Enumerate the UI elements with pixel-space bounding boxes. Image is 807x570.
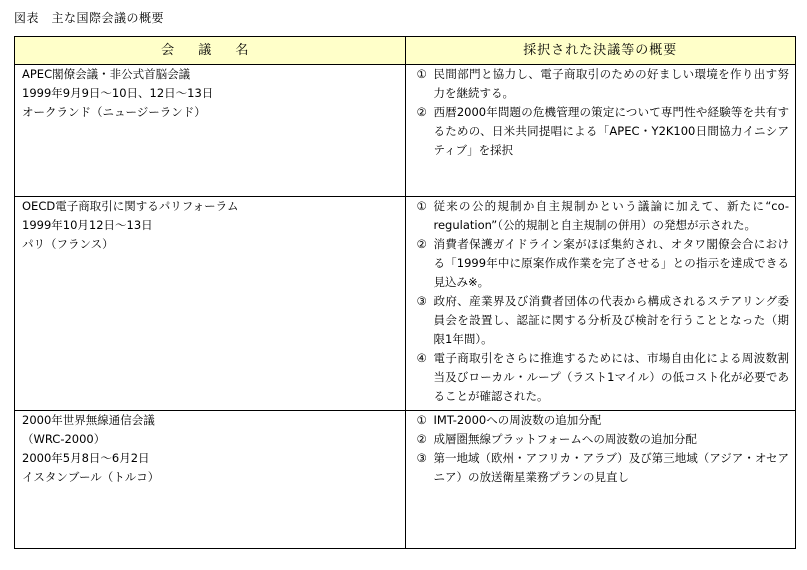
conference-name-cell bbox=[15, 197, 406, 411]
conference-dates: 1999年9月9日～10日、12日～13日 bbox=[22, 86, 214, 100]
table-row bbox=[15, 65, 796, 197]
item-number: ② bbox=[416, 237, 427, 251]
table-row bbox=[15, 197, 796, 411]
item-text: 電子商取引をさらに推進するためには、市場自由化による周波数割当及びローカル・ループ（ラスト1マイル）の低コスト化が必要であることが確認された。 bbox=[433, 351, 789, 403]
conference-name: 2000年世界無線通信会議 bbox=[22, 413, 155, 427]
item-text: 政府、産業界及び消費者団体の代表から構成されるステアリング委員会を設置し、認証に関する分析及び検討を行うこととなった（期限1年間）。 bbox=[433, 294, 789, 346]
list-item bbox=[406, 349, 796, 406]
conference-venue: パリ（フランス） bbox=[22, 237, 114, 251]
header-conference-name: 会 議 名 bbox=[15, 37, 406, 65]
conference-name: APEC閣僚会議・非公式首脳会議 bbox=[22, 67, 191, 81]
list-item bbox=[406, 197, 796, 235]
conference-venue: イスタンブール（トルコ） bbox=[22, 470, 160, 484]
conference-name: OECD電子商取引に関するパリフォーラム bbox=[22, 199, 239, 213]
item-text: 西暦2000年問題の危機管理の策定について専門性や経験等を共有するための、日米共同提唱による「APEC・Y2K100日間協力イニシアティブ」を採択 bbox=[433, 105, 789, 157]
header-resolution-summary: 採択された決議等の概要 bbox=[405, 37, 796, 65]
list-item bbox=[406, 103, 796, 160]
list-item bbox=[406, 411, 796, 430]
resolution-summary-cell bbox=[405, 411, 796, 549]
list-item bbox=[406, 235, 796, 292]
item-text: 成層圏無線プラットフォームへの周波数の追加分配 bbox=[433, 432, 697, 446]
item-text: 消費者保護ガイドライン案がほぼ集約され、オタワ閣僚会合における「1999年中に原案作成作業を完了させる」との指示を達成できる見込み※。 bbox=[433, 237, 789, 289]
item-text: 民間部門と協力し、電子商取引のための好ましい環境を作り出す努力を継続する。 bbox=[433, 67, 789, 100]
list-item bbox=[406, 292, 796, 349]
conference-dates: 1999年10月12日～13日 bbox=[22, 218, 153, 232]
item-number: ① bbox=[416, 199, 427, 213]
conference-name-cell bbox=[15, 65, 406, 197]
resolution-summary-cell bbox=[405, 65, 796, 197]
conference-name-cell bbox=[15, 411, 406, 549]
list-item bbox=[406, 449, 796, 487]
item-text: 従来の公的規制か自主規制かという議論に加えて、新たに“co-regulation”（公的規制と自主規制の併用）の発想が示された。 bbox=[433, 199, 789, 232]
conference-summary-table bbox=[14, 36, 796, 549]
item-number: ① bbox=[416, 413, 427, 427]
item-text: IMT-2000への周波数の追加分配 bbox=[433, 413, 602, 427]
list-item bbox=[406, 430, 796, 449]
list-item bbox=[406, 65, 796, 103]
item-number: ② bbox=[416, 105, 427, 119]
item-number: ② bbox=[416, 432, 427, 446]
figure-caption: 図表 主な国際会議の概要 bbox=[14, 11, 165, 25]
table-row bbox=[15, 411, 796, 549]
item-number: ① bbox=[416, 67, 427, 81]
conference-dates: 2000年5月8日～6月2日 bbox=[22, 451, 150, 465]
item-number: ③ bbox=[416, 451, 427, 465]
conference-abbreviation: （WRC-2000） bbox=[22, 432, 106, 446]
item-number: ④ bbox=[416, 351, 427, 365]
item-number: ③ bbox=[416, 294, 427, 308]
item-text: 第一地域（欧州・アフリカ・アラブ）及び第三地域（アジア・オセアニア）の放送衛星業務プランの見直し bbox=[433, 451, 789, 484]
resolution-summary-cell bbox=[405, 197, 796, 411]
conference-venue: オークランド（ニュージーランド） bbox=[22, 105, 206, 119]
table-header-row bbox=[15, 37, 796, 65]
